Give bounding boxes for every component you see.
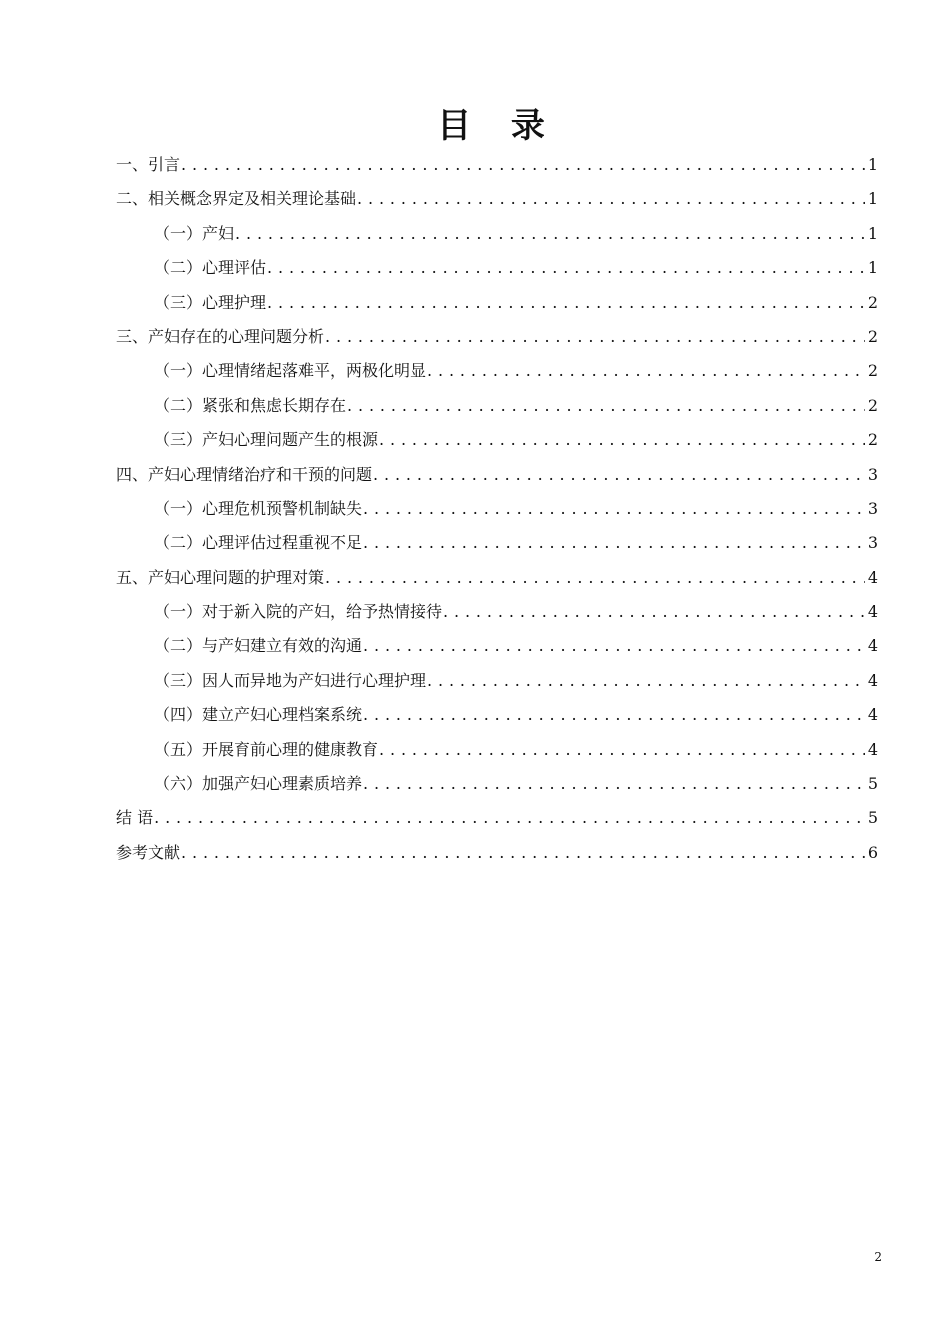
dot-leader: [154, 801, 865, 835]
toc-entry[interactable]: [116, 836, 878, 870]
toc-entry-label: （二）与产妇建立有效的沟通: [154, 636, 363, 656]
toc-entry[interactable]: [116, 320, 878, 354]
page-number: 2: [874, 1250, 882, 1264]
dot-leader: [325, 320, 865, 354]
toc-entry-page: 4: [867, 602, 878, 622]
toc-entry[interactable]: [116, 698, 878, 732]
toc-entry-label: （一）对于新入院的产妇，给予热情接待: [154, 602, 443, 622]
toc-entry-page: 2: [867, 361, 878, 381]
toc-entry[interactable]: [116, 286, 878, 320]
toc-entry[interactable]: [116, 354, 878, 388]
toc-entry-label: （二）紧张和焦虑长期存在: [154, 395, 347, 415]
toc-entry-page: 3: [867, 533, 878, 553]
toc-title: 目 录: [437, 106, 559, 146]
toc-entry-label: 三、产妇存在的心理问题分析: [116, 326, 325, 346]
toc-entry-label: （一）心理情绪起落难平，两极化明显: [154, 361, 427, 381]
dot-leader: [181, 148, 865, 182]
toc-entry[interactable]: [116, 664, 878, 698]
toc-entry-page: 5: [867, 808, 878, 828]
toc-entry[interactable]: [116, 389, 878, 423]
toc-entry-label: （三）心理护理: [154, 292, 267, 312]
toc-entry-page: 4: [867, 670, 878, 690]
dot-leader: [427, 664, 865, 698]
toc-entry-page: 6: [867, 842, 878, 862]
toc-entry-page: 2: [867, 430, 878, 450]
toc-entry-page: 4: [867, 739, 878, 759]
toc-entry-label: （四）建立产妇心理档案系统: [154, 705, 363, 725]
toc-entry-label: 四、产妇心理情绪治疗和干预的问题: [116, 464, 373, 484]
toc-entry-label: （一）心理危机预警机制缺失: [154, 498, 363, 518]
toc-entry-label: （五）开展育前心理的健康教育: [154, 739, 379, 759]
dot-leader: [363, 629, 865, 663]
toc-entry[interactable]: [116, 801, 878, 835]
dot-leader: [379, 423, 865, 457]
dot-leader: [363, 698, 865, 732]
toc-entry[interactable]: [116, 733, 878, 767]
dot-leader: [267, 286, 865, 320]
toc-entry-page: 4: [867, 636, 878, 656]
toc-entry-label: 结 语: [116, 808, 154, 828]
dot-leader: [235, 217, 865, 251]
toc-entry[interactable]: [116, 629, 878, 663]
toc-entry-page: 5: [867, 774, 878, 794]
dot-leader: [427, 354, 865, 388]
toc-entry-label: （二）心理评估: [154, 258, 267, 278]
toc-entry-page: 1: [867, 223, 878, 243]
toc-entry[interactable]: [116, 561, 878, 595]
toc-entry-label: 一、引言: [116, 155, 181, 174]
dot-leader: [379, 733, 865, 767]
toc-entry[interactable]: [116, 423, 878, 457]
toc-entry-label: 五、产妇心理问题的护理对策: [116, 567, 325, 587]
dot-leader: [325, 561, 865, 595]
toc-entry-label: （二）心理评估过程重视不足: [154, 533, 363, 553]
toc-entry-page: 2: [867, 326, 878, 346]
toc-entry-label: 参考文献: [116, 842, 181, 862]
toc-entry-label: 二、相关概念界定及相关理论基础: [116, 189, 357, 209]
toc-entry-label: （三）因人而异地为产妇进行心理护理: [154, 670, 427, 690]
toc-entry[interactable]: [116, 526, 878, 560]
toc-entry-label: （六）加强产妇心理素质培养: [154, 774, 363, 794]
toc-entry[interactable]: [116, 595, 878, 629]
dot-leader: [443, 595, 865, 629]
dot-leader: [267, 251, 865, 285]
toc-entry-page: 2: [867, 292, 878, 312]
toc-entry-page: 1: [867, 155, 878, 174]
toc-entry-label: （一）产妇: [154, 223, 235, 243]
toc-entry[interactable]: [116, 767, 878, 801]
dot-leader: [363, 492, 865, 526]
dot-leader: [363, 767, 865, 801]
dot-leader: [357, 182, 865, 216]
table-of-contents: [116, 148, 878, 870]
toc-entry-page: 2: [867, 395, 878, 415]
toc-entry[interactable]: [116, 217, 878, 251]
toc-entry-label: （三）产妇心理问题产生的根源: [154, 430, 379, 450]
dot-leader: [347, 389, 865, 423]
toc-entry-page: 3: [867, 498, 878, 518]
toc-entry-page: 1: [867, 258, 878, 278]
toc-entry[interactable]: [116, 458, 878, 492]
toc-entry[interactable]: [116, 251, 878, 285]
toc-entry[interactable]: [116, 492, 878, 526]
dot-leader: [363, 526, 865, 560]
toc-entry[interactable]: [116, 182, 878, 216]
toc-entry-page: 3: [867, 464, 878, 484]
toc-entry[interactable]: [116, 148, 878, 182]
dot-leader: [181, 836, 865, 870]
toc-entry-page: 4: [867, 567, 878, 587]
dot-leader: [373, 458, 865, 492]
toc-entry-page: 1: [867, 189, 878, 209]
toc-entry-page: 4: [867, 705, 878, 725]
